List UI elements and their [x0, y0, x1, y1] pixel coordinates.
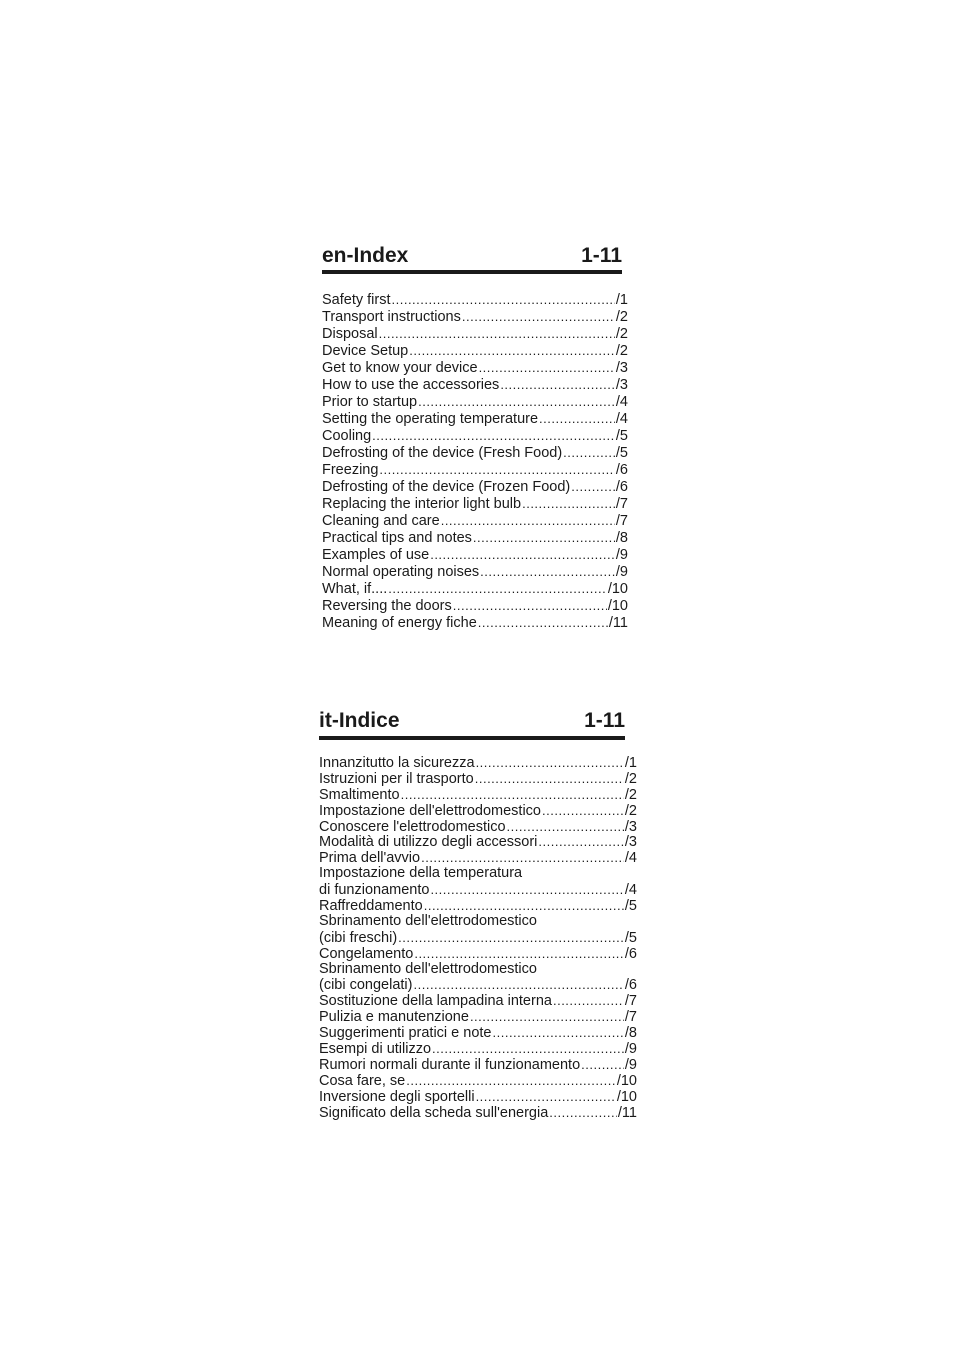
toc-dot-leader [549, 1105, 617, 1122]
toc-entry-label: Significato della scheda sull'energia [319, 1104, 549, 1121]
toc-entry-page: /3 [615, 377, 628, 393]
en-index-rule [322, 270, 622, 274]
toc-entry [319, 1073, 637, 1089]
toc-entry-label: Replacing the interior light bulb [322, 496, 522, 512]
toc-dot-leader [542, 803, 624, 820]
toc-entry-label: Examples of use [322, 547, 430, 563]
toc-entry [322, 427, 628, 444]
toc-entry-label: Innanzitutto la sicurezza [319, 755, 475, 771]
en-index-header [322, 242, 622, 268]
toc-entry-label: Setting the operating temperature [322, 411, 539, 427]
toc-entry-label: Modalità di utilizzo degli accessori [319, 834, 538, 851]
toc-dot-leader [479, 359, 615, 377]
toc-entry-label: Impostazione della temperatura [319, 865, 523, 882]
toc-entry-label: (cibi freschi) [319, 929, 398, 946]
toc-entry-page: /7 [615, 496, 628, 512]
toc-entry-page: /3 [624, 818, 637, 835]
toc-dot-leader [441, 512, 615, 530]
toc-entry-page: /2 [624, 770, 637, 787]
toc-entry-page: /5 [615, 428, 628, 444]
toc-entry-label: Impostazione dell'elettrodomestico [319, 802, 541, 819]
toc-entry-label: Istruzioni per il trasporto [319, 770, 474, 787]
toc-dot-leader [478, 614, 608, 632]
toc-entry-page: /2 [624, 802, 637, 819]
toc-entry-label: Meaning of energy fiche [322, 615, 477, 631]
toc-dot-leader [372, 427, 615, 445]
toc-entry-page: /6 [624, 945, 637, 962]
toc-entry-label: Defrosting of the device (Frozen Food) [322, 479, 571, 495]
toc-entry-page: /6 [615, 479, 628, 495]
toc-dot-leader [398, 930, 624, 947]
toc-entry-label: Inversione degli sportelli [319, 1088, 475, 1105]
toc-entry-label: Raffreddamento [319, 898, 423, 915]
toc-entry-label: Congelamento [319, 945, 414, 962]
toc-dot-leader [462, 308, 615, 326]
toc-entry-label: Disposal [322, 326, 378, 342]
toc-entry [322, 546, 628, 563]
toc-dot-leader [473, 529, 615, 547]
toc-entry [319, 898, 637, 914]
toc-dot-leader [453, 597, 607, 615]
toc-entry-page: /7 [624, 1009, 637, 1026]
toc-entry-label: Sostituzione della lampadina interna [319, 993, 552, 1010]
toc-entry [319, 771, 637, 787]
toc-entry [319, 1009, 637, 1025]
toc-entry-label: Sbrinamento dell'elettrodomestico [319, 960, 537, 977]
toc-entry [322, 512, 628, 529]
toc-entry-label: Cosa fare, se [319, 1072, 406, 1089]
toc-entry [322, 325, 628, 342]
toc-entry-label: Practical tips and notes [322, 530, 472, 546]
toc-entry-page: /2 [615, 343, 628, 359]
toc-entry-page: /10 [616, 1072, 637, 1089]
toc-entry [319, 914, 637, 930]
toc-entry-label: Rumori normali durante il funzionamento [319, 1056, 581, 1073]
toc-entry [322, 597, 628, 614]
toc-entry-label: Suggerimenti pratici e note [319, 1025, 492, 1042]
toc-entry-label: Smaltimento [319, 786, 400, 803]
toc-entry [319, 787, 637, 803]
it-index-header [319, 706, 625, 733]
toc-dot-leader [493, 1025, 624, 1042]
toc-entry [322, 461, 628, 478]
toc-entry-page: /7 [615, 513, 628, 529]
toc-dot-leader [475, 771, 624, 788]
it-index-rule [319, 736, 625, 740]
toc-entry-label: Sbrinamento dell'elettrodomestico [319, 912, 537, 929]
toc-entry-page: /8 [624, 1025, 637, 1042]
toc-entry [322, 580, 628, 597]
toc-dot-leader [409, 342, 615, 360]
toc-entry [322, 376, 628, 393]
toc-dot-leader [406, 1073, 616, 1090]
toc-entry-page: /7 [624, 993, 637, 1010]
toc-entry-page: /9 [624, 1056, 637, 1073]
en-index-range: 1-11 [581, 244, 622, 267]
it-toc-list [319, 755, 637, 1120]
it-index-title: it-Indice [319, 709, 400, 732]
toc-entry-page: /1 [615, 292, 628, 308]
toc-entry-page: /2 [624, 786, 637, 803]
toc-entry [319, 1105, 637, 1121]
toc-entry-page: /11 [608, 615, 628, 631]
toc-entry-page: /10 [616, 1088, 637, 1105]
toc-entry [322, 359, 628, 376]
toc-entry-page: /2 [615, 326, 628, 342]
toc-entry-page: /9 [615, 564, 628, 580]
toc-entry [319, 803, 637, 819]
en-toc-list [322, 291, 628, 631]
toc-entry [322, 308, 628, 325]
toc-dot-leader [432, 1041, 624, 1058]
toc-entry [322, 529, 628, 546]
it-index-range: 1-11 [584, 709, 625, 732]
toc-entry [319, 1041, 637, 1057]
toc-entry-page: /5 [624, 929, 637, 946]
toc-entry [322, 410, 628, 427]
toc-entry [319, 1089, 637, 1105]
toc-entry [322, 393, 628, 410]
toc-entry-label: Prior to startup [322, 394, 418, 410]
toc-dot-leader [522, 495, 615, 513]
toc-entry-page: /4 [624, 850, 637, 867]
toc-entry-page: /3 [624, 834, 637, 851]
toc-entry [319, 850, 637, 866]
toc-dot-leader [476, 1089, 616, 1106]
toc-entry-page: /6 [624, 977, 637, 994]
toc-entry [319, 946, 637, 962]
toc-entry-page: /5 [615, 445, 628, 461]
toc-dot-leader [538, 834, 624, 851]
toc-entry [319, 866, 637, 882]
en-index-section [322, 242, 628, 631]
toc-entry [322, 291, 628, 308]
toc-entry-page: /10 [607, 598, 628, 614]
toc-entry [322, 614, 628, 631]
toc-entry-label: Cooling [322, 428, 372, 444]
toc-dot-leader [392, 291, 615, 309]
toc-entry-label: Prima dell'avvio [319, 850, 421, 867]
toc-dot-leader [401, 787, 624, 804]
toc-dot-leader [553, 993, 624, 1010]
toc-entry [319, 819, 637, 835]
toc-dot-leader [430, 882, 623, 899]
toc-entry-label: How to use the accessories [322, 377, 500, 393]
toc-dot-leader [500, 376, 615, 394]
toc-dot-leader [379, 461, 614, 479]
toc-entry-page: /6 [615, 462, 628, 478]
toc-entry-page: /3 [615, 360, 628, 376]
it-index-section [319, 706, 637, 1120]
toc-dot-leader [476, 755, 624, 772]
toc-entry-page: /2 [615, 309, 628, 325]
toc-entry-label: What, if.... [322, 581, 388, 597]
toc-entry-label: Conoscere l'elettrodomestico [319, 818, 506, 835]
toc-entry-label: Freezing [322, 462, 379, 478]
toc-entry-page: /4 [615, 411, 628, 427]
toc-entry-label: Esempi di utilizzo [319, 1041, 432, 1058]
toc-entry [322, 495, 628, 512]
toc-entry-label: Safety first [322, 292, 391, 308]
toc-entry-page: /4 [624, 882, 637, 899]
toc-entry-label: Defrosting of the device (Fresh Food) [322, 445, 563, 461]
toc-entry-label: Transport instructions [322, 309, 461, 325]
toc-entry [322, 444, 628, 461]
toc-entry [319, 1025, 637, 1041]
toc-entry [319, 962, 637, 978]
toc-entry [319, 834, 637, 850]
toc-entry-page: /11 [617, 1104, 637, 1121]
toc-entry [322, 342, 628, 359]
toc-entry-label: di funzionamento [319, 882, 430, 899]
toc-dot-leader [507, 819, 624, 836]
toc-entry-page: /10 [607, 581, 628, 597]
toc-dot-leader [379, 325, 615, 343]
toc-entry-page: /5 [624, 898, 637, 915]
toc-entry-label: Get to know your device [322, 360, 478, 376]
toc-dot-leader [388, 580, 607, 598]
toc-entry [319, 993, 637, 1009]
toc-dot-leader [581, 1057, 624, 1074]
toc-entry [319, 882, 637, 898]
toc-dot-leader [539, 410, 615, 428]
toc-dot-leader [571, 478, 615, 496]
toc-dot-leader [418, 393, 615, 411]
toc-entry-label: Pulizia e manutenzione [319, 1009, 469, 1026]
toc-entry-page: /9 [615, 547, 628, 563]
toc-entry-label: Cleaning and care [322, 513, 440, 529]
toc-entry-label: (cibi congelati) [319, 977, 413, 994]
toc-dot-leader [563, 444, 615, 462]
toc-entry-label: Device Setup [322, 343, 409, 359]
toc-entry-label: Normal operating noises [322, 564, 480, 580]
toc-entry-label: Reversing the doors [322, 598, 452, 614]
en-index-title: en-Index [322, 244, 409, 267]
toc-entry [319, 755, 637, 771]
toc-entry-page: /8 [615, 530, 628, 546]
toc-entry-page: /1 [624, 755, 637, 771]
toc-entry [319, 930, 637, 946]
toc-entry [319, 977, 637, 993]
toc-entry-page: /9 [624, 1041, 637, 1058]
toc-dot-leader [414, 977, 624, 994]
toc-entry [319, 1057, 637, 1073]
toc-dot-leader [480, 563, 615, 581]
toc-dot-leader [430, 546, 615, 564]
toc-entry-page: /4 [615, 394, 628, 410]
toc-dot-leader [470, 1009, 624, 1026]
toc-entry [322, 478, 628, 495]
toc-entry [322, 563, 628, 580]
